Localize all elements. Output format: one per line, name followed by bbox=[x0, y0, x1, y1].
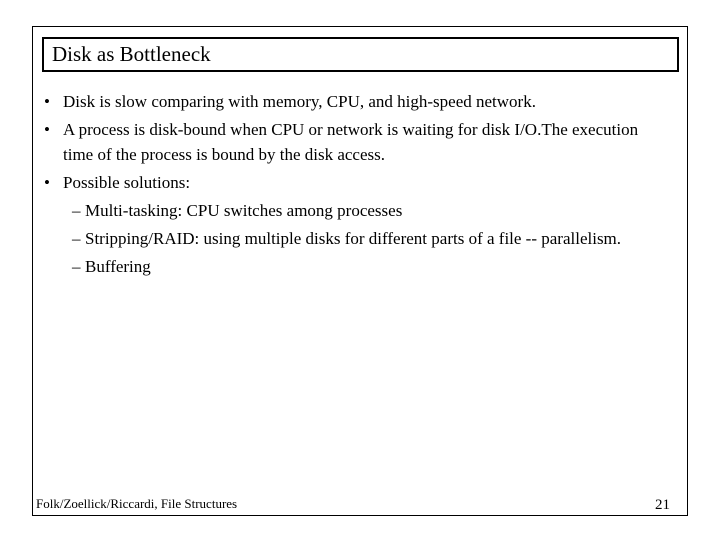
bullet-symbol: • bbox=[44, 173, 50, 192]
sub-item bbox=[44, 198, 667, 223]
bullet-item bbox=[44, 89, 667, 114]
sub-item-symbol: – bbox=[72, 257, 81, 276]
sub-item-text: Buffering bbox=[85, 257, 151, 276]
sub-list bbox=[44, 198, 667, 279]
sub-item bbox=[44, 226, 667, 251]
bullet-item bbox=[44, 117, 667, 167]
sub-item-text: Multi-tasking: CPU switches among processes bbox=[85, 201, 403, 220]
bullet-item bbox=[44, 170, 667, 195]
bullet-text: Possible solutions: bbox=[63, 173, 191, 192]
slide-content bbox=[44, 89, 667, 282]
sub-item bbox=[44, 254, 667, 279]
bullet-text: A process is disk-bound when CPU or network is waiting for disk I/O.The execution time of the process is bound by the disk access. bbox=[63, 120, 639, 164]
footer-source: Folk/Zoellick/Riccardi, File Structures bbox=[36, 496, 238, 511]
bullet-symbol: • bbox=[44, 120, 50, 139]
bullet-symbol: • bbox=[44, 92, 50, 111]
page-number: 21 bbox=[655, 497, 670, 513]
slide-title-text: Disk as Bottleneck bbox=[52, 42, 211, 66]
sub-item-symbol: – bbox=[72, 201, 81, 220]
sub-item-text: Stripping/RAID: using multiple disks for different parts of a file -- parallelism. bbox=[85, 229, 622, 248]
bullet-text: Disk is slow comparing with memory, CPU, and high-speed network. bbox=[63, 92, 536, 111]
sub-item-symbol: – bbox=[72, 229, 81, 248]
slide-title bbox=[42, 37, 679, 72]
